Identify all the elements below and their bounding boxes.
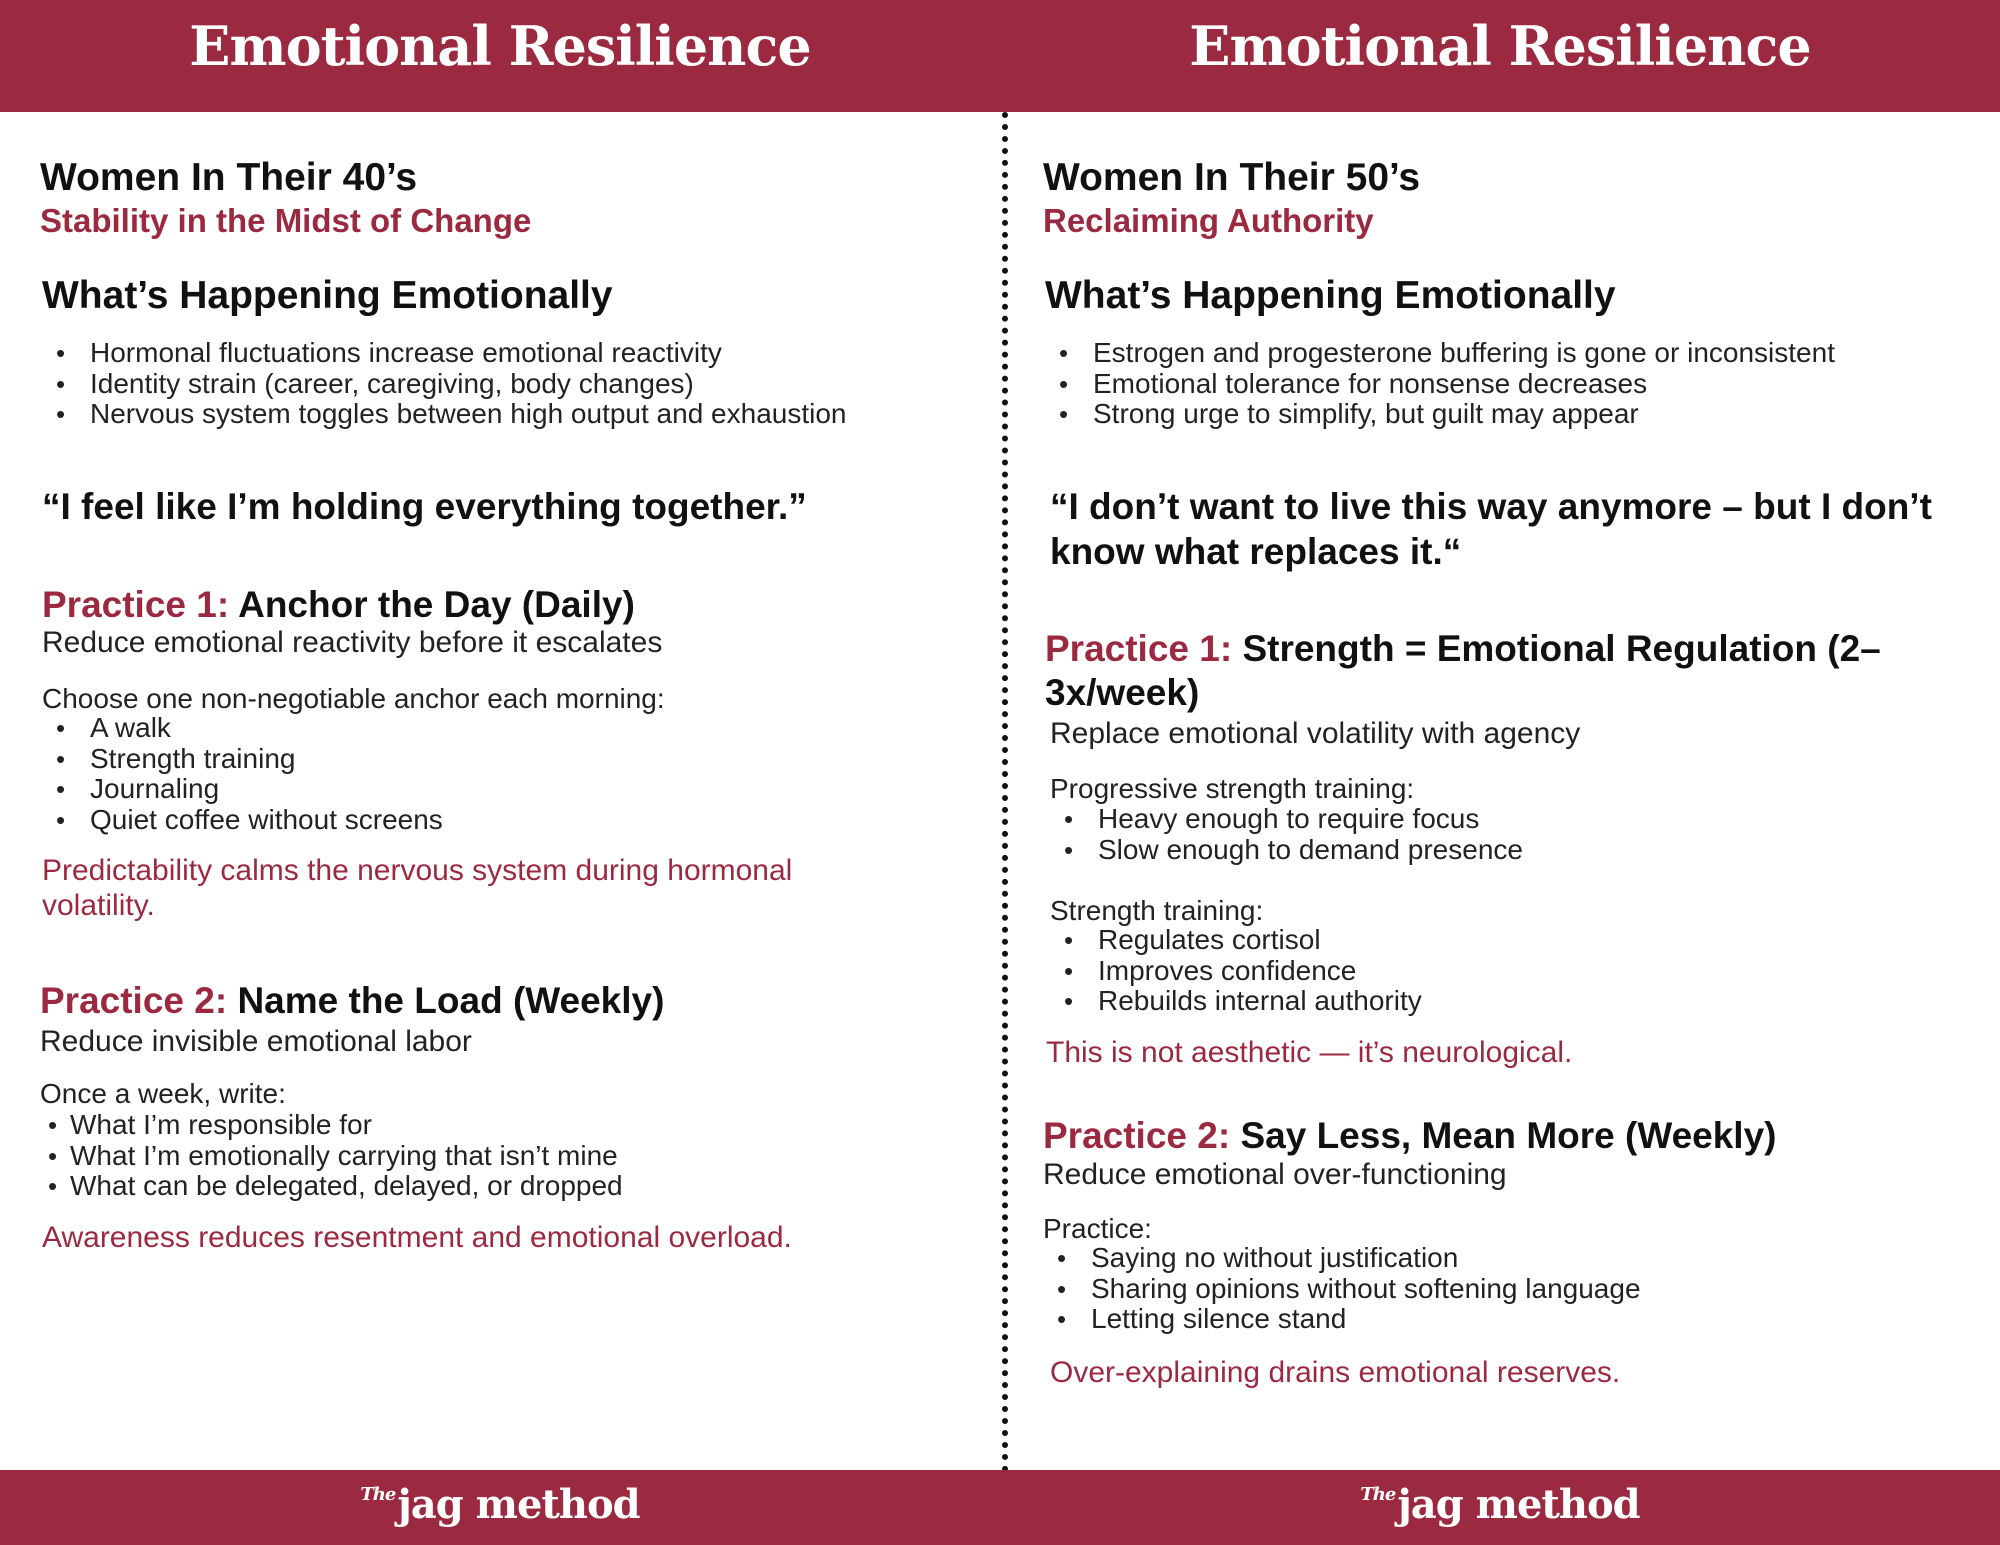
list-item: • Regulates cortisol (1050, 925, 1950, 956)
left-practice2-heading (40, 979, 960, 1023)
right-age-title: Women In Their 50’s (1043, 156, 1421, 199)
list-item: • Journaling (42, 774, 942, 805)
practice-label: Practice 2: (1043, 1115, 1231, 1156)
right-emotional-list (1045, 338, 1975, 430)
left-practice1-note: Predictability calms the nervous system during hormonal volatility. (42, 854, 793, 922)
list-item: • Slow enough to demand presence (1050, 835, 1950, 866)
list-item: • Strength training (42, 744, 942, 775)
list-item: • Identity strain (career, caregiving, body changes) (42, 369, 962, 400)
list-item: • Hormonal fluctuations increase emotional reactivity (42, 338, 962, 369)
left-practice1-intro: Choose one non-negotiable anchor each morning: (42, 683, 665, 714)
left-practice1-list (42, 713, 942, 835)
list-item: • Strong urge to simplify, but guilt may appear (1045, 399, 1975, 430)
left-practice1-goal: Reduce emotional reactivity before it escalates (42, 626, 663, 659)
practice-title: Anchor the Day (Daily) (238, 584, 635, 625)
right-practice1-list-a (1050, 804, 1950, 865)
logo-name: jag method (397, 1481, 640, 1528)
dotted-divider (1002, 112, 1008, 1545)
list-item: • A walk (42, 713, 942, 744)
list-item: • Quiet coffee without screens (42, 805, 942, 836)
left-quote: “I feel like I’m holding everything together.” (42, 486, 807, 527)
logo-name: jag method (1397, 1481, 1640, 1528)
left-age-title: Women In Their 40’s (40, 156, 418, 199)
practice-title: Name the Load (Weekly) (237, 980, 665, 1021)
practice-label: Practice 1: (42, 584, 230, 625)
right-section-heading: What’s Happening Emotionally (1045, 274, 1616, 317)
list-item: • Rebuilds internal authority (1050, 986, 1950, 1017)
list-item: • Improves confidence (1050, 956, 1950, 987)
right-quote: “I don’t want to live this way anymore – but I don’t know what replaces it.“ (1050, 486, 1932, 572)
right-practice2-goal: Reduce emotional over-functioning (1043, 1158, 1507, 1191)
right-practice2-note: Over-explaining drains emotional reserves. (1050, 1356, 1621, 1389)
header-title-right: Emotional Resilience (1189, 14, 1811, 78)
list-item: • Emotional tolerance for nonsense decreases (1045, 369, 1975, 400)
left-practice2-goal: Reduce invisible emotional labor (40, 1025, 472, 1058)
footer-logo-right (1000, 1481, 2000, 1528)
logo-prefix: The (360, 1484, 396, 1505)
right-practice2-list (1043, 1243, 1943, 1335)
header-title-left: Emotional Resilience (189, 14, 811, 78)
list-item: • Estrogen and progesterone buffering is gone or inconsistent (1045, 338, 1975, 369)
right-practice1-note: This is not aesthetic — it’s neurological. (1046, 1036, 1573, 1069)
practice-label: Practice 1: (1045, 628, 1233, 669)
left-age-subtitle: Stability in the Midst of Change (40, 202, 532, 239)
right-age-header (1043, 155, 1963, 241)
list-item: • Saying no without justification (1043, 1243, 1943, 1274)
left-practice2-intro: Once a week, write: (40, 1078, 286, 1109)
left-practice1-heading (42, 583, 962, 627)
practice-title: Strength = Emotional Regulation (2–3x/week) (1045, 628, 1881, 713)
list-item: • Heavy enough to require focus (1050, 804, 1950, 835)
right-practice1-goal: Replace emotional volatility with agency (1050, 717, 1581, 750)
right-practice1-list-b (1050, 925, 1950, 1017)
right-practice1-intro-b: Strength training: (1050, 895, 1264, 926)
left-age-header (40, 155, 960, 241)
list-item: • Sharing opinions without softening language (1043, 1274, 1943, 1305)
left-practice2-note: Awareness reduces resentment and emotional overload. (42, 1221, 792, 1254)
right-practice1-intro-a: Progressive strength training: (1050, 773, 1415, 804)
right-practice1-heading (1045, 627, 1975, 715)
right-practice2-heading (1043, 1114, 1973, 1158)
left-emotional-list (42, 338, 962, 430)
practice-title: Say Less, Mean More (Weekly) (1240, 1115, 1777, 1156)
list-item: • What I’m emotionally carrying that isn’t mine (40, 1141, 940, 1172)
list-item: • What I’m responsible for (40, 1110, 940, 1141)
left-section-heading: What’s Happening Emotionally (42, 274, 613, 317)
list-item: • Letting silence stand (1043, 1304, 1943, 1335)
left-practice2-list (40, 1110, 940, 1202)
logo-prefix: The (1360, 1484, 1396, 1505)
right-practice2-intro: Practice: (1043, 1213, 1152, 1244)
practice-label: Practice 2: (40, 980, 228, 1021)
footer-logo-left (0, 1481, 1000, 1528)
right-age-subtitle: Reclaiming Authority (1043, 202, 1374, 239)
list-item: • Nervous system toggles between high output and exhaustion (42, 399, 962, 430)
list-item: • What can be delegated, delayed, or dropped (40, 1171, 940, 1202)
